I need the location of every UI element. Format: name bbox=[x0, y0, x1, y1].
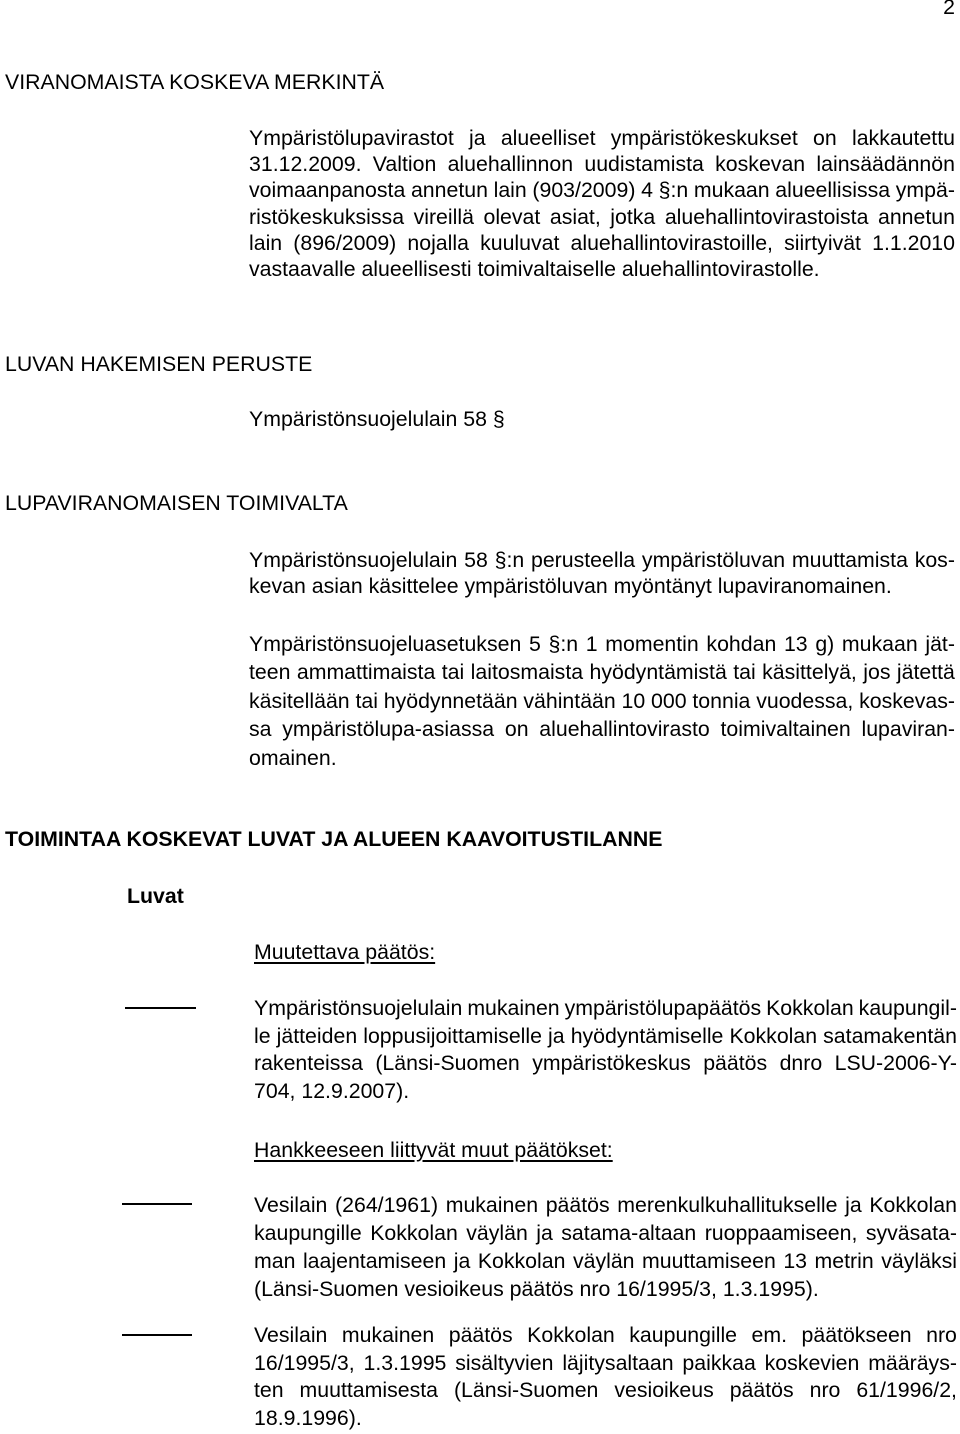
word: mukainen bbox=[467, 996, 560, 1020]
list-item-line bbox=[254, 1377, 957, 1405]
list-item-line: 18.9.1996). bbox=[254, 1405, 362, 1430]
word: ympä- bbox=[895, 178, 955, 203]
word: 10 bbox=[621, 688, 646, 713]
word: lain bbox=[249, 230, 283, 255]
jurisdiction-paragraph bbox=[249, 547, 955, 599]
word: Kokkolan bbox=[527, 1323, 615, 1347]
subheading-permits: Luvat bbox=[127, 884, 184, 908]
word: 1.3.1995 bbox=[363, 1350, 447, 1375]
word: kos- bbox=[914, 548, 955, 572]
paragraph-line bbox=[249, 630, 955, 658]
word: (264/1961) bbox=[335, 1193, 439, 1217]
word: (Länsi-Suomen bbox=[453, 1378, 599, 1402]
word: uudistamista bbox=[584, 152, 704, 177]
word: ympäristölupapäätös bbox=[564, 996, 762, 1020]
paragraph-line bbox=[249, 687, 955, 715]
word: teen bbox=[249, 660, 291, 685]
word: koskevan bbox=[715, 152, 806, 177]
word: ammattimaista bbox=[296, 660, 436, 685]
word: on bbox=[504, 717, 529, 742]
word: syväsata- bbox=[865, 1221, 957, 1245]
word: Kokkolan bbox=[729, 1023, 818, 1048]
word: ruoppaamiseen, bbox=[704, 1221, 858, 1245]
word: perusteella bbox=[530, 548, 636, 572]
word: (896/2009) bbox=[293, 230, 397, 255]
list-item-line bbox=[254, 1219, 957, 1247]
word: nro bbox=[926, 1323, 957, 1347]
word: nro bbox=[809, 1378, 841, 1402]
list-item-line bbox=[254, 1350, 957, 1378]
list-dash-icon bbox=[122, 1334, 192, 1336]
word: ja bbox=[845, 1193, 862, 1217]
list-item-line bbox=[254, 995, 957, 1023]
word: §:n bbox=[494, 548, 525, 572]
paragraph-line bbox=[249, 204, 955, 230]
word: Kokkolan bbox=[766, 996, 854, 1020]
word: annetun bbox=[877, 204, 955, 229]
word: ja bbox=[469, 126, 486, 150]
paragraph-line bbox=[249, 230, 955, 256]
list-item-line bbox=[254, 1050, 957, 1078]
word: 4 bbox=[641, 178, 653, 203]
word: voimaanpanosta bbox=[249, 178, 406, 203]
word: loppusijoittamiselle bbox=[363, 1023, 542, 1048]
word: vireillä bbox=[413, 204, 474, 229]
jurisdiction-paragraph bbox=[249, 630, 955, 772]
list-item-line bbox=[254, 1247, 957, 1275]
word: Vesilain bbox=[254, 1323, 328, 1347]
word: ympäristölupa-asiassa bbox=[282, 717, 495, 742]
section-heading-authority-jurisdiction: LUPAVIRANOMAISEN TOIMIVALTA bbox=[5, 491, 348, 515]
word: väyläksi bbox=[881, 1249, 957, 1273]
word: tonnia bbox=[692, 688, 751, 713]
word: g) bbox=[815, 632, 835, 656]
word: Valtion bbox=[372, 152, 437, 177]
word: metrin bbox=[814, 1249, 874, 1273]
word: Ympäristölupavirastot bbox=[249, 126, 454, 150]
word: siirtyivät bbox=[784, 230, 861, 255]
paragraph-line: vastaavalle alueellisesti toimivaltaiselle aluehallintovirastolle. bbox=[249, 257, 820, 282]
word: 5 bbox=[528, 632, 541, 656]
word: ympäristökeskus bbox=[532, 1051, 691, 1076]
word: dnro bbox=[779, 1051, 823, 1076]
word: 31.12.2009. bbox=[249, 152, 362, 177]
word: mukaan bbox=[841, 632, 918, 656]
paragraph-line bbox=[249, 151, 955, 177]
word: jätteiden bbox=[276, 1023, 358, 1048]
word: kuuluvat bbox=[480, 230, 560, 255]
list-item-line bbox=[254, 1191, 957, 1219]
word: paikkaa bbox=[682, 1350, 756, 1375]
word: jos bbox=[863, 660, 891, 685]
word: sisältyvien bbox=[455, 1350, 554, 1375]
word: päätös bbox=[703, 1051, 768, 1076]
word: määräys- bbox=[868, 1350, 957, 1375]
word: kaupungil- bbox=[858, 996, 957, 1020]
word: kaupungille bbox=[629, 1323, 738, 1347]
list-item-line: (Länsi-Suomen vesioikeus päätös nro 16/1995/3, 1.3.1995). bbox=[254, 1277, 819, 1301]
word: satama-altaan bbox=[561, 1221, 697, 1245]
word: 13 bbox=[783, 632, 808, 656]
word: Kokkolan bbox=[370, 1221, 458, 1245]
word: rakenteissa bbox=[254, 1051, 363, 1076]
word: ympäristöluvan bbox=[641, 548, 786, 572]
word: kaupungille bbox=[254, 1221, 362, 1245]
word: kohdan bbox=[706, 632, 777, 656]
word: 16/1995/3, bbox=[254, 1350, 355, 1375]
list-dash-icon bbox=[122, 1203, 192, 1205]
word: lakkautettu bbox=[851, 126, 955, 150]
word: Kokkolan bbox=[477, 1249, 566, 1273]
word: tai bbox=[355, 688, 378, 713]
word: päätös bbox=[448, 1323, 513, 1347]
word: on bbox=[813, 126, 837, 150]
authority-notice-paragraph bbox=[249, 125, 955, 282]
list-item bbox=[254, 1191, 957, 1303]
word: Kokkolan bbox=[869, 1193, 957, 1217]
word: Vesilain bbox=[254, 1193, 328, 1217]
word: vuodessa, bbox=[756, 688, 854, 713]
word: mukainen bbox=[341, 1323, 435, 1347]
page-number: 2 bbox=[943, 0, 955, 19]
section-heading-permit-basis: LUVAN HAKEMISEN PERUSTE bbox=[5, 352, 313, 376]
word: ja bbox=[548, 1023, 565, 1048]
word: momentin bbox=[605, 632, 699, 656]
word: käsittelyä, bbox=[762, 660, 857, 685]
word: lainsäädännön bbox=[816, 152, 955, 177]
paragraph-line bbox=[249, 547, 955, 573]
word: toimivaltainen bbox=[720, 717, 851, 742]
word: mukaan bbox=[693, 178, 770, 203]
word: hyödyntämiselle bbox=[570, 1023, 724, 1048]
word: satamakentän bbox=[823, 1023, 957, 1048]
word: läjitysaltaan bbox=[562, 1350, 674, 1375]
word: §:n bbox=[658, 178, 689, 203]
word: asiat, bbox=[549, 204, 601, 229]
word: vähintään bbox=[523, 688, 616, 713]
word: vesioikeus bbox=[614, 1378, 714, 1402]
word: mukainen bbox=[445, 1193, 539, 1217]
decision-to-change-label: Muutettava päätös: bbox=[254, 940, 436, 964]
word: päätös bbox=[545, 1193, 610, 1217]
word: nojalla bbox=[407, 230, 469, 255]
word: koskevien bbox=[764, 1350, 860, 1375]
word: jätettä bbox=[896, 660, 955, 685]
word: laitosmaista bbox=[470, 660, 584, 685]
word: tai bbox=[441, 660, 465, 685]
word: (903/2009) bbox=[532, 178, 636, 203]
word: ympäristökeskukset bbox=[610, 126, 798, 150]
word: Ympäristönsuojelulain bbox=[249, 548, 458, 572]
related-decisions-label: Hankkeeseen liittyvät muut päätökset: bbox=[254, 1138, 613, 1162]
paragraph-line bbox=[249, 658, 955, 686]
word: tai bbox=[733, 660, 756, 685]
word: olevat bbox=[483, 204, 541, 229]
word: ten bbox=[254, 1378, 284, 1402]
word: ristökeskuksissa bbox=[249, 204, 405, 229]
paragraph-line bbox=[249, 177, 955, 203]
word: ja bbox=[536, 1221, 553, 1245]
list-item-line: 704, 12.9.2007). bbox=[254, 1079, 410, 1104]
paragraph-line bbox=[249, 125, 955, 151]
word: 13 bbox=[783, 1249, 808, 1273]
word: lupaviran- bbox=[861, 717, 955, 742]
word: annetun bbox=[410, 178, 488, 203]
word: le bbox=[254, 1023, 271, 1048]
word: 61/1996/2, bbox=[856, 1378, 957, 1402]
word: 000 bbox=[651, 688, 687, 713]
word: väylän bbox=[466, 1221, 528, 1245]
word: muuttamiseen bbox=[642, 1249, 776, 1273]
word: aluehallintovirasto bbox=[539, 717, 710, 742]
word: käsitellään bbox=[249, 688, 350, 713]
paragraph-line: kevan asian käsittelee ympäristöluvan myöntänyt lupaviranomainen. bbox=[249, 574, 892, 599]
word: hyödynnetään bbox=[383, 688, 518, 713]
word: em. bbox=[751, 1323, 788, 1347]
permit-basis-text: Ympäristönsuojelulain 58 § bbox=[249, 407, 505, 431]
word: ja bbox=[453, 1249, 471, 1273]
word: muuttamisesta bbox=[299, 1378, 439, 1402]
paragraph-line: omainen. bbox=[249, 745, 337, 770]
word: sa bbox=[249, 717, 272, 742]
word: muuttamista bbox=[791, 548, 908, 572]
word: Ympäristönsuojelulain bbox=[254, 996, 463, 1020]
list-item bbox=[254, 1322, 957, 1432]
word: hyödyntämistä bbox=[589, 660, 727, 685]
paragraph-line bbox=[249, 715, 955, 743]
word: 1 bbox=[585, 632, 598, 656]
word: §:n bbox=[548, 632, 579, 656]
word: merenkulkuhallitukselle bbox=[617, 1193, 838, 1217]
word: Ympäristönsuojeluasetuksen bbox=[249, 632, 522, 656]
word: lain bbox=[493, 178, 527, 203]
word: alueellisissa bbox=[775, 178, 891, 203]
list-item bbox=[254, 995, 957, 1106]
list-item-line bbox=[254, 1322, 957, 1350]
word: (Länsi-Suomen bbox=[375, 1051, 520, 1076]
word: päätökseen bbox=[801, 1323, 912, 1347]
word: aluehallintovirastoille, bbox=[570, 230, 773, 255]
word: päätös bbox=[729, 1378, 794, 1402]
list-dash-icon bbox=[125, 1007, 196, 1009]
word: aluehallinnon bbox=[447, 152, 574, 177]
word: jät- bbox=[925, 632, 955, 656]
word: alueelliset bbox=[500, 126, 596, 150]
list-item-line bbox=[254, 1023, 957, 1051]
word: jotka bbox=[610, 204, 656, 229]
word: 1.1.2010 bbox=[872, 230, 955, 255]
section-heading-authority-notice: VIRANOMAISTA KOSKEVA MERKINTÄ bbox=[5, 70, 385, 94]
word: väylän bbox=[572, 1249, 635, 1273]
word: 58 bbox=[464, 548, 488, 572]
word: aluehallintovirastoista bbox=[664, 204, 869, 229]
word: laajentamiseen bbox=[302, 1249, 447, 1273]
word: LSU-2006-Y- bbox=[834, 1051, 957, 1076]
word: koskevas- bbox=[859, 688, 955, 713]
word: man bbox=[254, 1249, 296, 1273]
section-heading-permits-and-zoning: TOIMINTAA KOSKEVAT LUVAT JA ALUEEN KAAVOITUSTILANNE bbox=[5, 827, 663, 851]
